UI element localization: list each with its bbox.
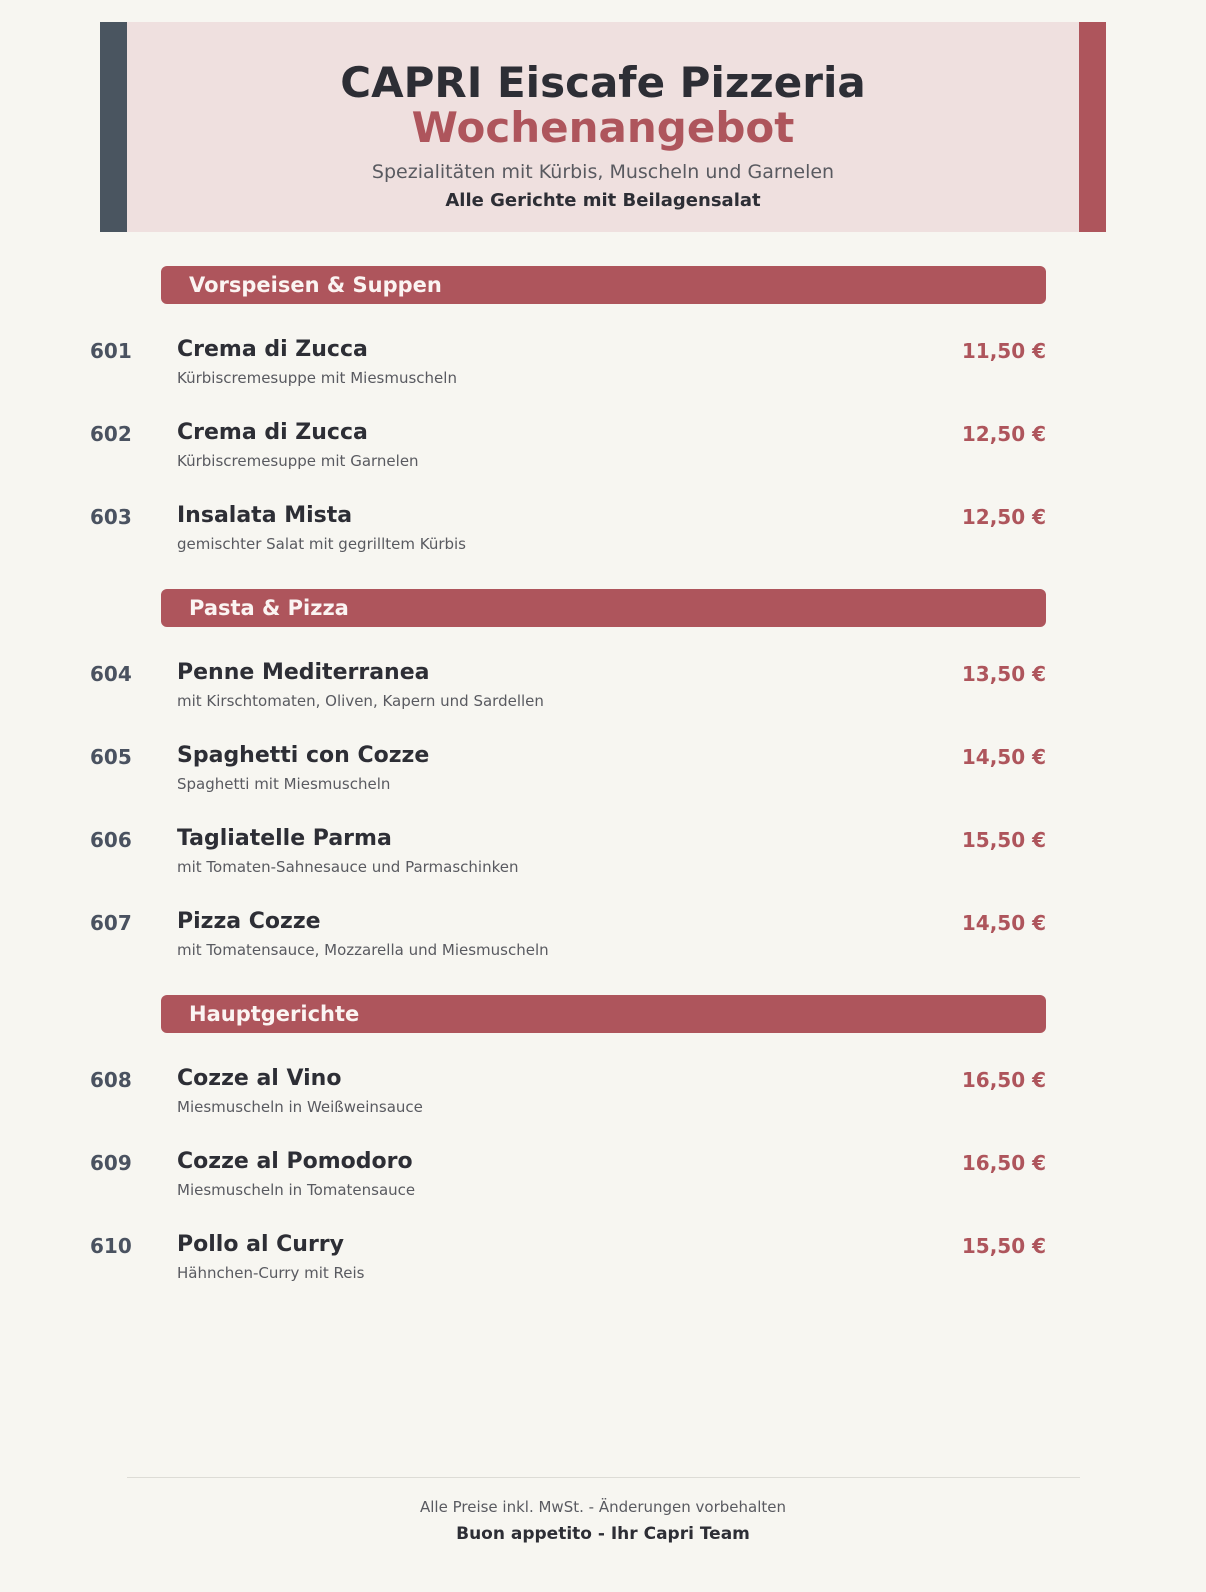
side-salad-note: Alle Gerichte mit Beilagensalat — [445, 190, 761, 211]
item-name: Crema di Zucca — [177, 337, 368, 362]
item-price: 13,50 € — [961, 662, 1046, 686]
section-header-pasta-pizza — [161, 589, 1046, 627]
item-description: gemischter Salat mit gegrilltem Kürbis — [177, 535, 466, 553]
item-number: 607 — [90, 911, 132, 935]
header-accent-bar-left — [100, 22, 127, 232]
item-name: Penne Mediterranea — [177, 660, 430, 685]
item-name: Pollo al Curry — [177, 1232, 344, 1257]
menu-item — [0, 499, 1206, 559]
item-name: Spaghetti con Cozze — [177, 743, 430, 768]
item-name: Pizza Cozze — [177, 909, 321, 934]
menu-item — [0, 739, 1206, 799]
item-name: Insalata Mista — [177, 503, 353, 528]
item-number: 605 — [90, 745, 132, 769]
item-description: Miesmuscheln in Tomatensauce — [177, 1181, 416, 1199]
item-price: 12,50 € — [961, 505, 1046, 529]
item-price: 14,50 € — [961, 745, 1046, 769]
item-description: Spaghetti mit Miesmuscheln — [177, 775, 391, 793]
item-description: Miesmuscheln in Weißweinsauce — [177, 1098, 423, 1116]
item-description: Kürbiscremesuppe mit Garnelen — [177, 452, 419, 470]
item-number: 610 — [90, 1234, 132, 1258]
header-content — [127, 22, 1079, 232]
item-number: 603 — [90, 505, 132, 529]
item-number: 602 — [90, 422, 132, 446]
restaurant-name: CAPRI Eiscafe Pizzeria — [340, 58, 866, 107]
item-name: Crema di Zucca — [177, 420, 368, 445]
item-price: 16,50 € — [961, 1068, 1046, 1092]
menu-title: Wochenangebot — [411, 103, 795, 152]
menu-item — [0, 656, 1206, 716]
item-price: 11,50 € — [961, 339, 1046, 363]
item-price: 16,50 € — [961, 1151, 1046, 1175]
section-title: Hauptgerichte — [189, 1002, 360, 1026]
menu-header — [100, 22, 1106, 232]
header-accent-bar-right — [1079, 22, 1106, 232]
item-description: Hähnchen-Curry mit Reis — [177, 1264, 365, 1282]
menu-item — [0, 1145, 1206, 1205]
price-disclaimer: Alle Preise inkl. MwSt. - Änderungen vorbehalten — [420, 1498, 786, 1516]
item-description: mit Kirschtomaten, Oliven, Kapern und Sardellen — [177, 692, 544, 710]
item-price: 15,50 € — [961, 1234, 1046, 1258]
item-number: 604 — [90, 662, 132, 686]
item-description: mit Tomaten-Sahnesauce und Parmaschinken — [177, 858, 519, 876]
menu-item — [0, 905, 1206, 965]
menu-item — [0, 416, 1206, 476]
section-title: Vorspeisen & Suppen — [189, 273, 442, 297]
menu-item — [0, 333, 1206, 393]
section-header-starters — [161, 266, 1046, 304]
item-name: Cozze al Pomodoro — [177, 1149, 413, 1174]
item-number: 609 — [90, 1151, 132, 1175]
footer-signature: Buon appetito - Ihr Capri Team — [456, 1524, 750, 1544]
footer-divider — [127, 1477, 1080, 1478]
item-description: Kürbiscremesuppe mit Miesmuscheln — [177, 369, 457, 387]
specialties-line: Spezialitäten mit Kürbis, Muscheln und Garnelen — [371, 161, 835, 183]
item-number: 601 — [90, 339, 132, 363]
item-description: mit Tomatensauce, Mozzarella und Miesmuscheln — [177, 941, 549, 959]
item-name: Cozze al Vino — [177, 1066, 342, 1091]
item-number: 608 — [90, 1068, 132, 1092]
item-number: 606 — [90, 828, 132, 852]
menu-item — [0, 822, 1206, 882]
item-name: Tagliatelle Parma — [177, 826, 392, 851]
menu-item — [0, 1062, 1206, 1122]
item-price: 15,50 € — [961, 828, 1046, 852]
item-price: 14,50 € — [961, 911, 1046, 935]
menu-item — [0, 1228, 1206, 1288]
section-title: Pasta & Pizza — [189, 596, 349, 620]
item-price: 12,50 € — [961, 422, 1046, 446]
section-header-main-courses — [161, 995, 1046, 1033]
